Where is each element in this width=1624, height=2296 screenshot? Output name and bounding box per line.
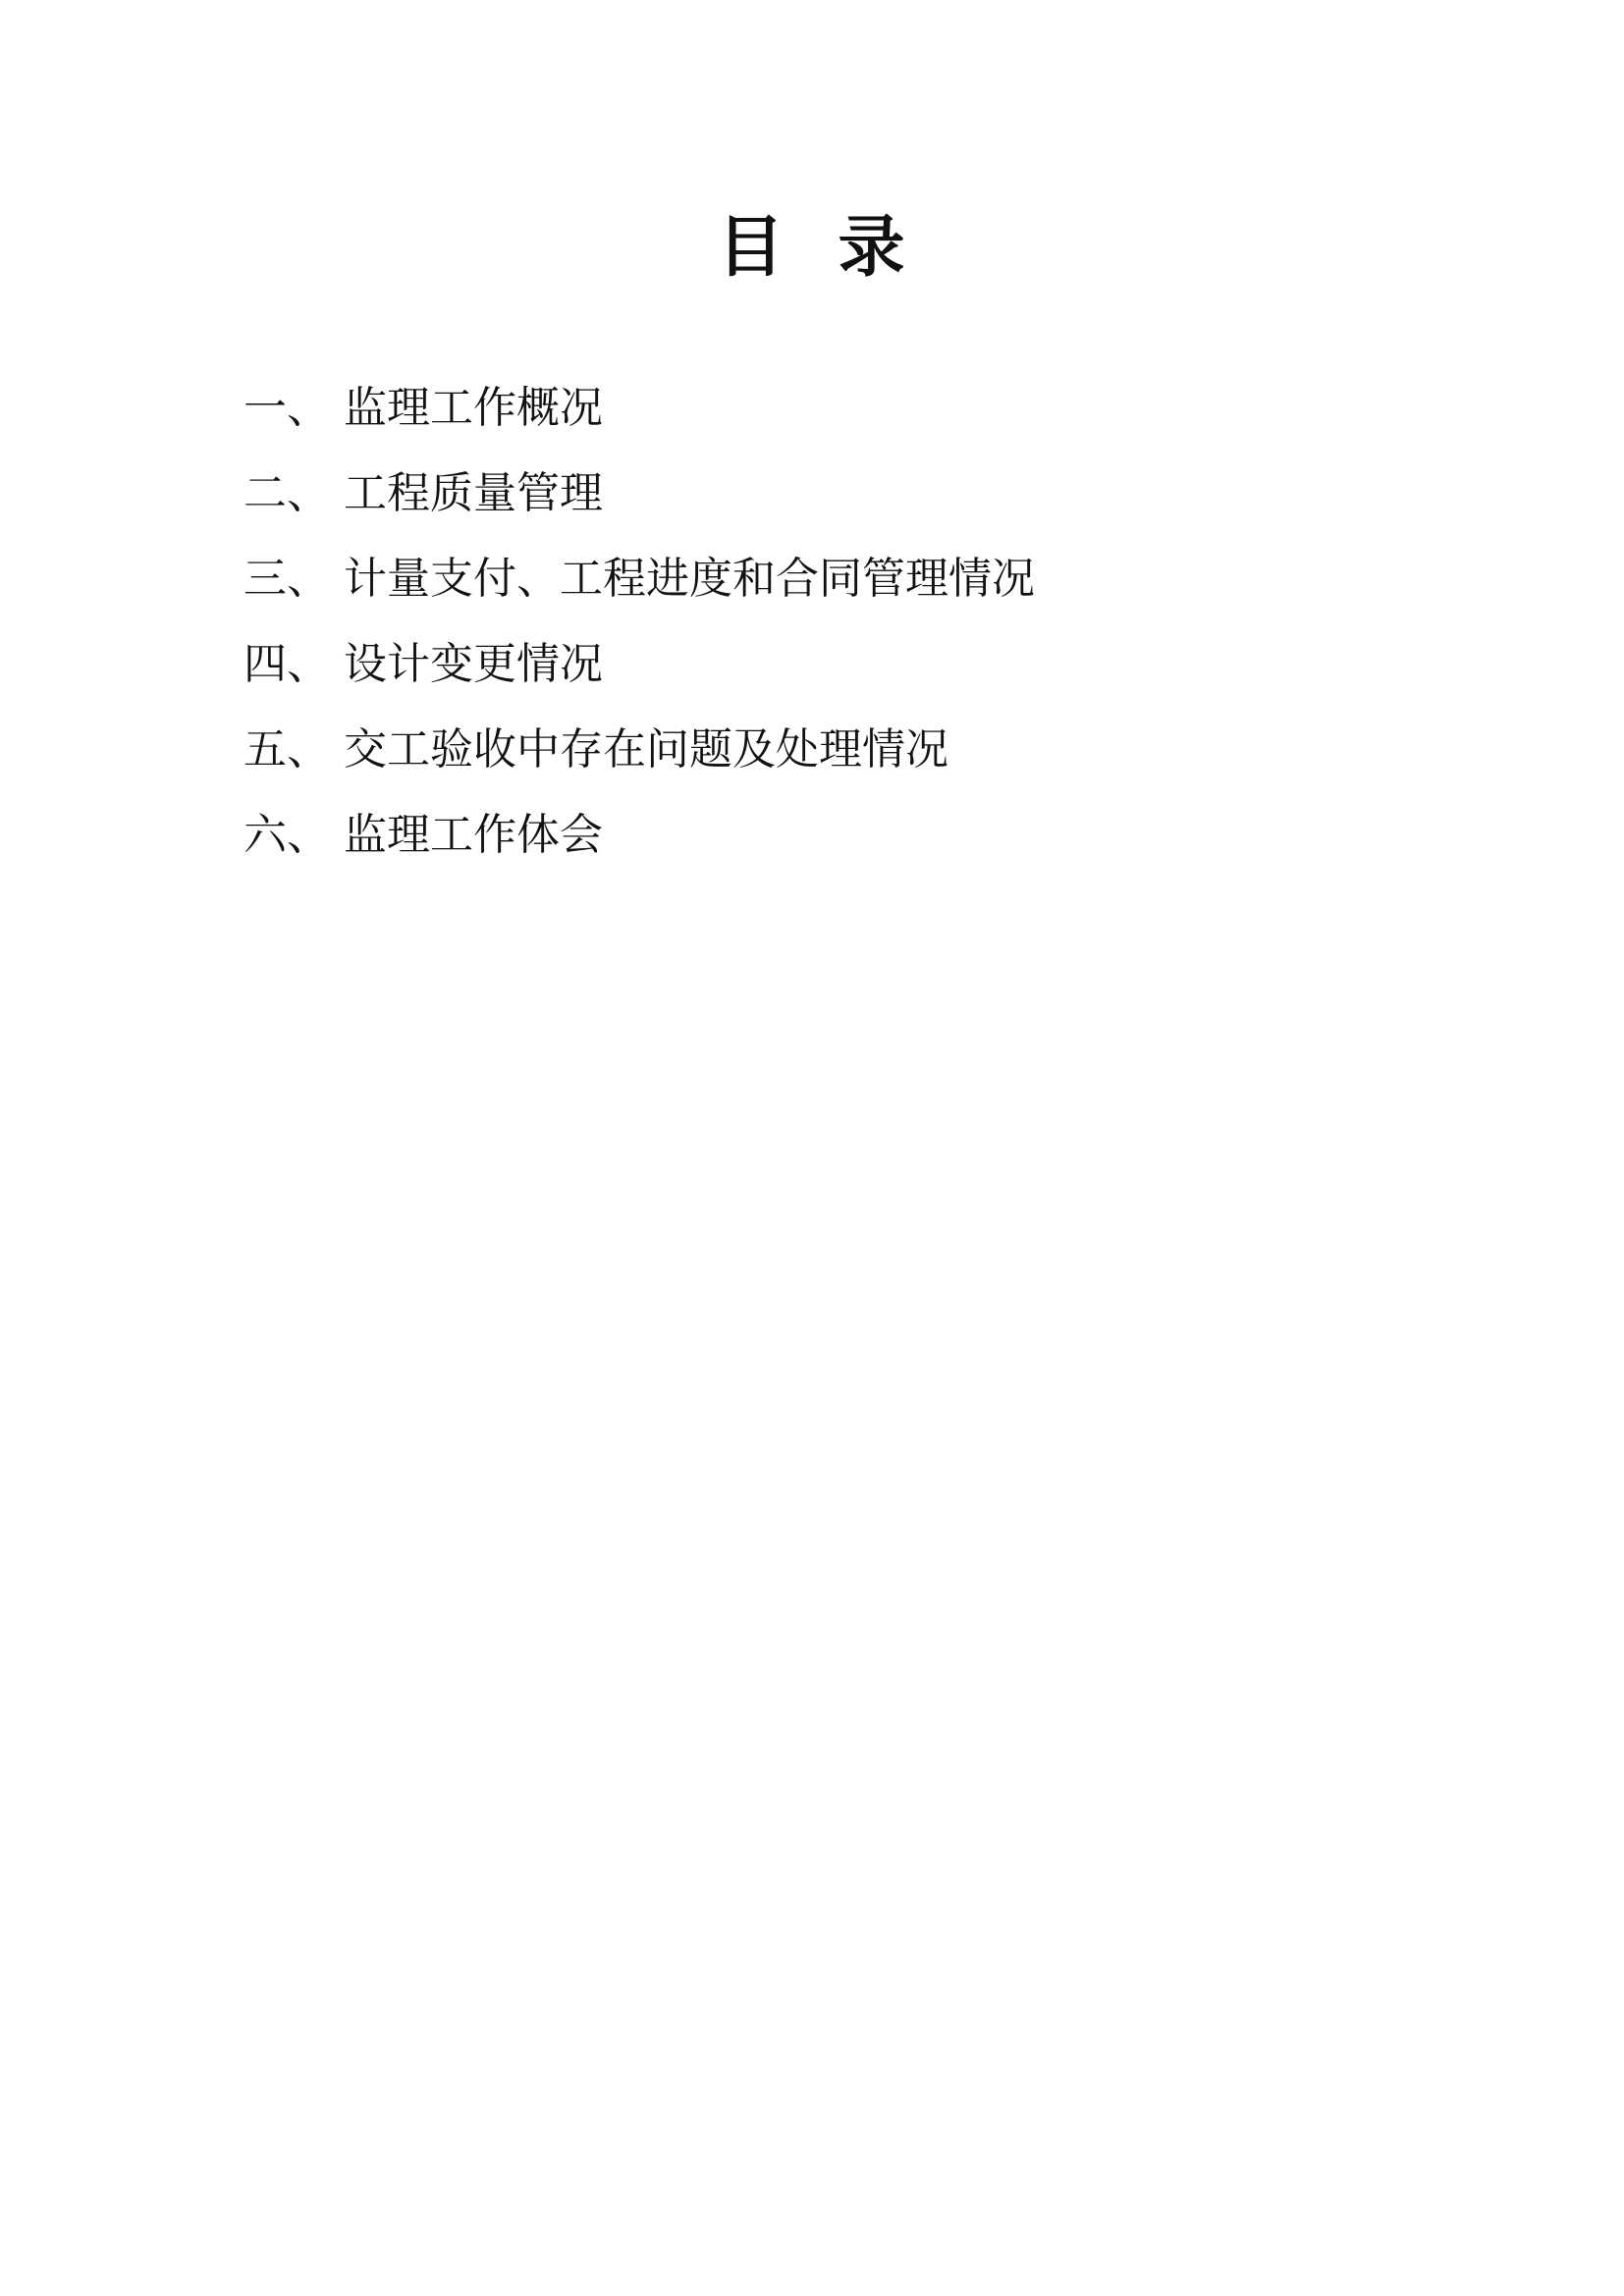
toc-item-label: 计量支付、工程进度和合同管理情况 bbox=[344, 555, 1035, 603]
toc-item-label: 工程质量管理 bbox=[344, 469, 603, 517]
toc-item-label: 监理工作概况 bbox=[344, 384, 603, 432]
toc-item bbox=[244, 792, 1526, 878]
page-title: 目 录 bbox=[717, 210, 907, 285]
toc-item bbox=[244, 451, 1526, 536]
toc-item-number: 三、 bbox=[244, 555, 330, 603]
toc-item bbox=[244, 707, 1526, 792]
toc-item-number: 四、 bbox=[244, 640, 330, 688]
toc-item bbox=[244, 365, 1526, 451]
toc-item-label: 监理工作体会 bbox=[344, 811, 603, 859]
toc-item bbox=[244, 536, 1526, 621]
toc-item-number: 二、 bbox=[244, 469, 330, 517]
toc-list bbox=[244, 365, 1526, 878]
toc-item-number: 六、 bbox=[244, 811, 330, 859]
toc-item-number: 一、 bbox=[244, 384, 330, 432]
toc-item bbox=[244, 621, 1526, 707]
toc-item-number: 五、 bbox=[244, 725, 330, 774]
toc-item-label: 交工验收中存在问题及处理情况 bbox=[344, 725, 948, 774]
toc-item-label: 设计变更情况 bbox=[344, 640, 603, 688]
